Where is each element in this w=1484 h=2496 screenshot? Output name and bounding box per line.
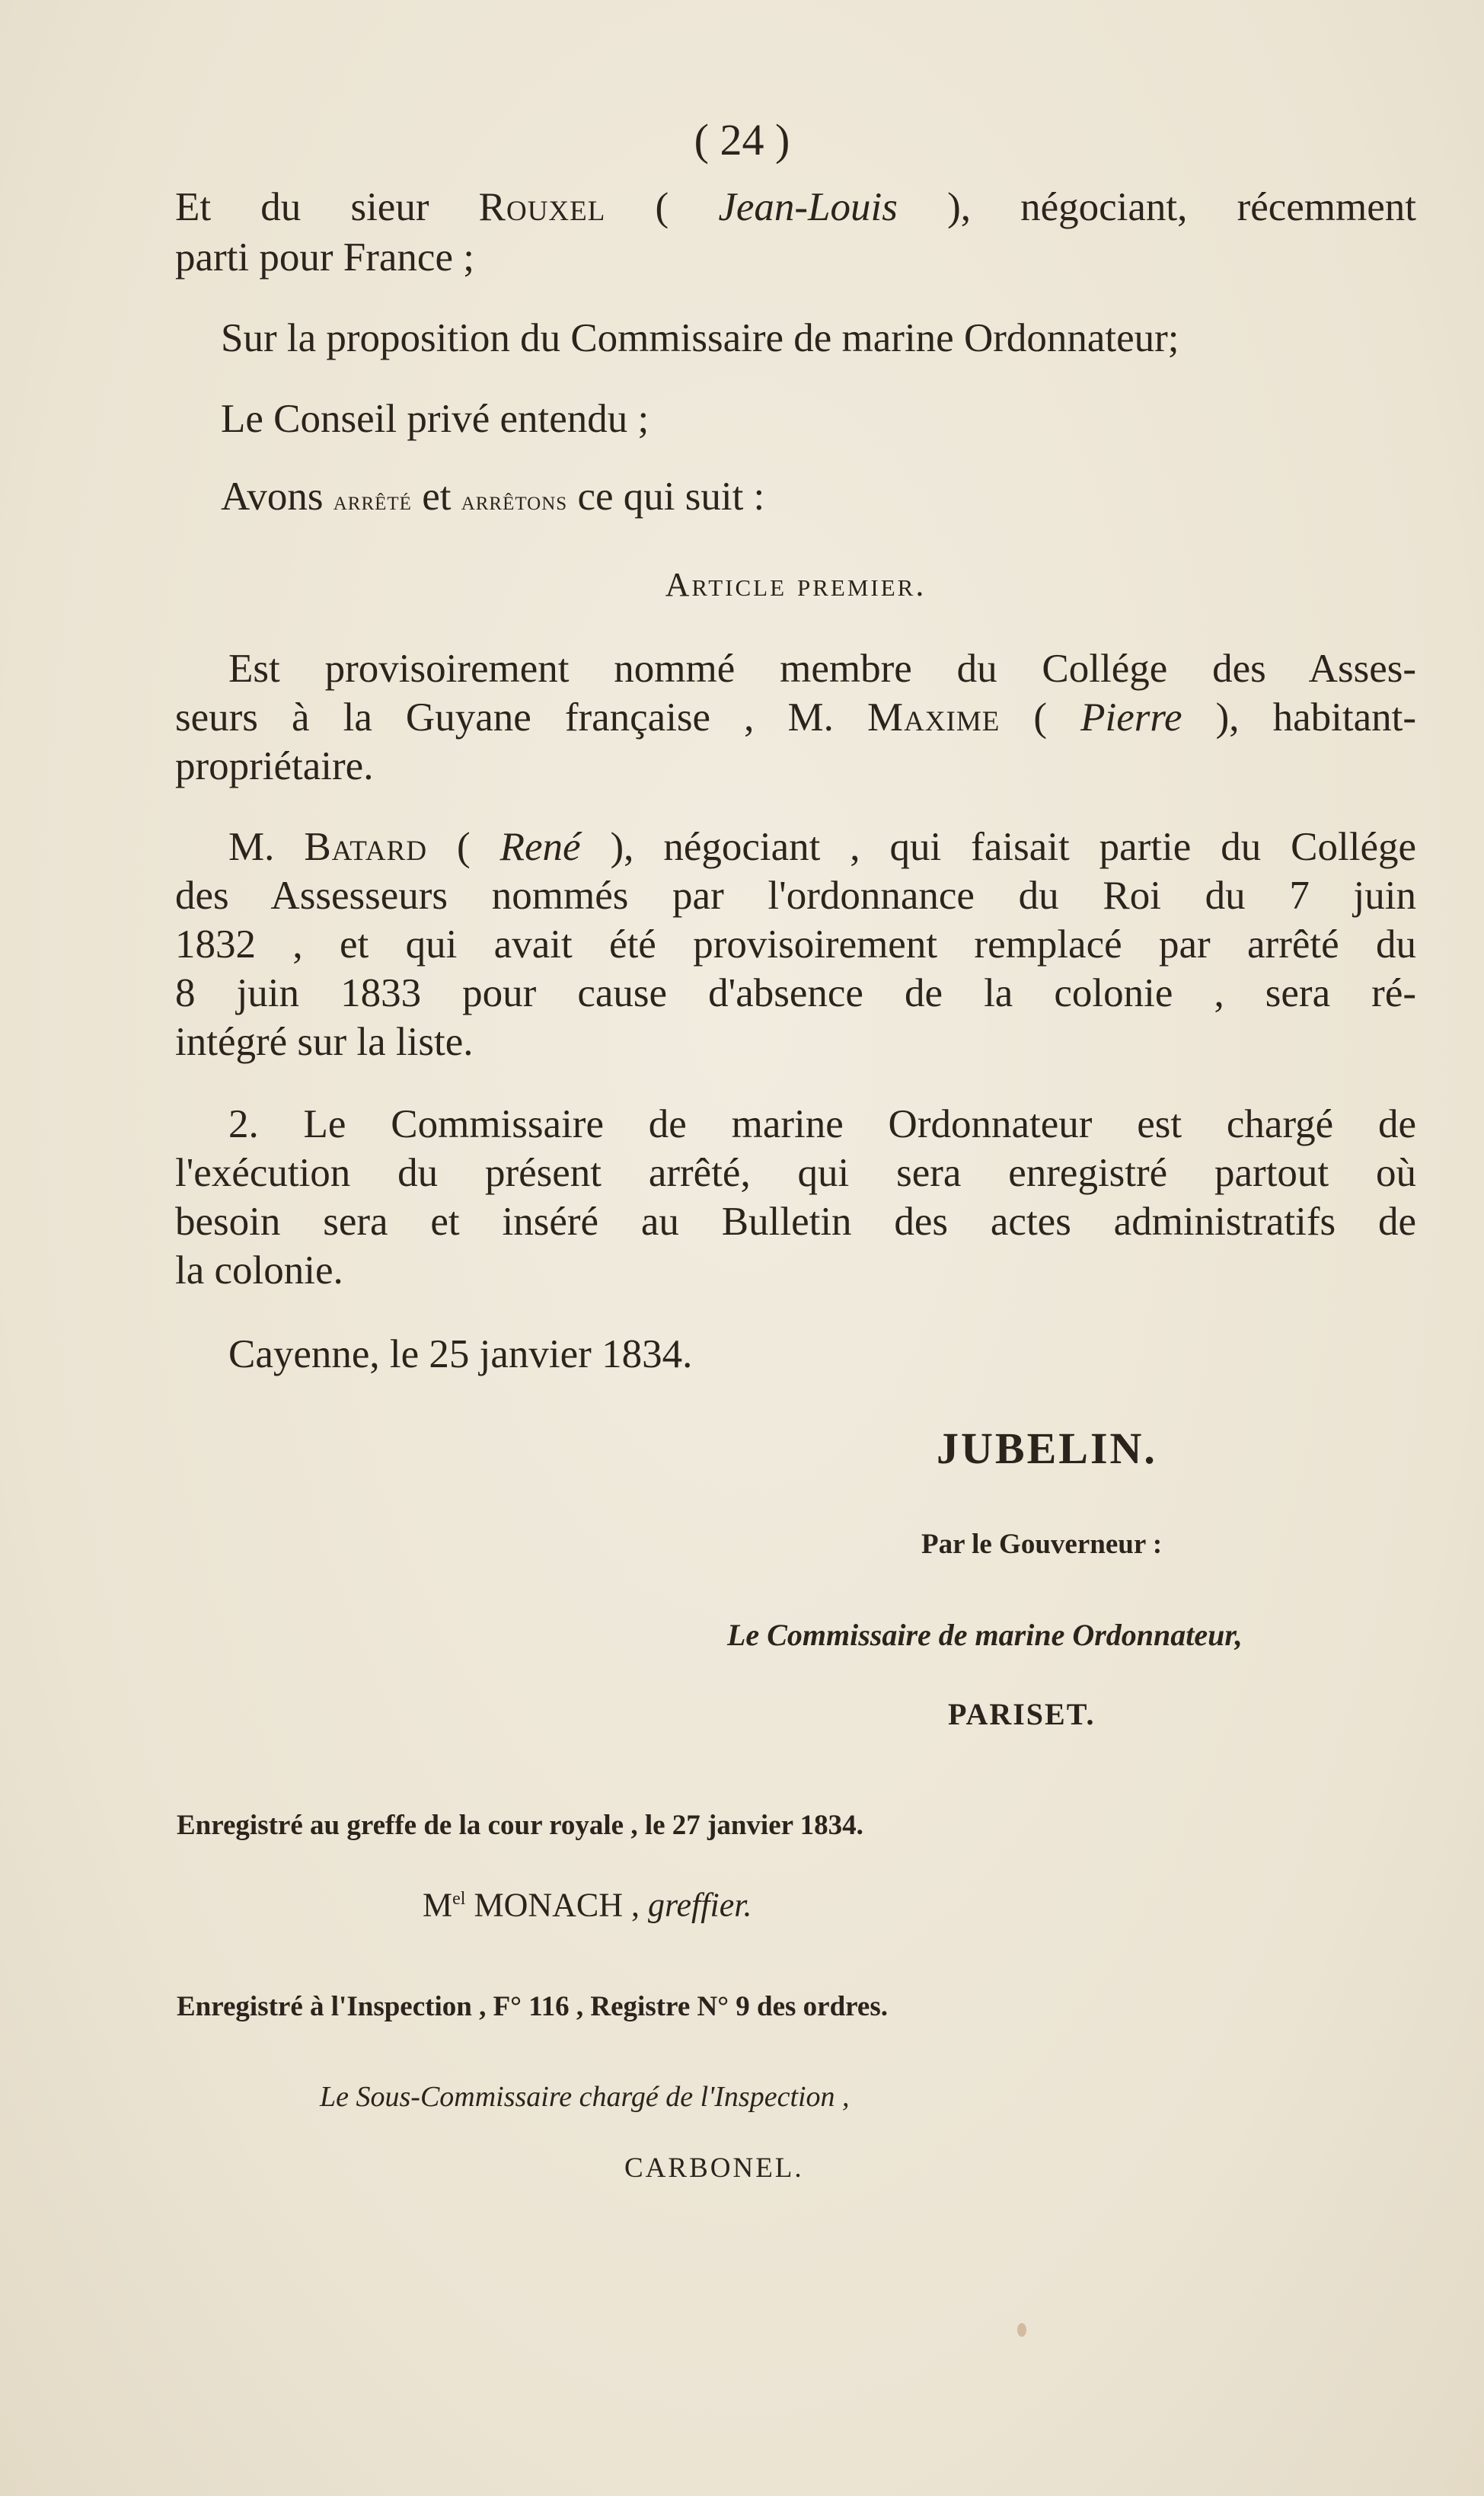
article-title: Article premier. bbox=[665, 566, 927, 603]
by-governor: Par le Gouverneur : bbox=[921, 1529, 1163, 1560]
p2-line-3: 1832 , et qui avait été provisoirement remplacé par arrêté du bbox=[175, 922, 1416, 967]
text-line-avons: Avons arrêté et arrêtons ce qui suit : bbox=[221, 475, 765, 519]
commissaire-title: Le Commissaire de marine Ordonnateur, bbox=[727, 1618, 1243, 1652]
name-rouxel: Rouxel bbox=[478, 185, 606, 229]
text-line-1: Et du sieur Rouxel ( Jean-Louis ), négociant, récemment bbox=[175, 185, 1416, 229]
p3-line-3: besoin sera et inséré au Bulletin des actes administratifs de bbox=[175, 1200, 1416, 1244]
page-number: ( 24 ) bbox=[694, 115, 790, 165]
signature-jubelin: JUBELIN. bbox=[937, 1424, 1157, 1473]
p2-line-1: M. Batard ( René ), négociant , qui faisait partie du Collége bbox=[228, 825, 1416, 869]
sous-commissaire-title: Le Sous-Commissaire chargé de l'Inspection , bbox=[320, 2081, 850, 2113]
signature-pariset: PARISET. bbox=[948, 1697, 1096, 1731]
p1-line-1: Est provisoirement nommé membre du Collége des Asses- bbox=[228, 647, 1416, 691]
registry-greffe: Enregistré au greffe de la cour royale , le 27 janvier 1834. bbox=[177, 1810, 863, 1841]
p3-line-2: l'exécution du présent arrêté, qui sera enregistré partout où bbox=[175, 1151, 1416, 1195]
p3-line-1: 2. Le Commissaire de marine Ordonnateur est chargé de bbox=[228, 1102, 1416, 1146]
registry-inspection: Enregistré à l'Inspection , F° 116 , Registre N° 9 des ordres. bbox=[177, 1991, 888, 2022]
p1-line-2: seurs à la Guyane française , M. Maxime ( Pierre ), habitant- bbox=[175, 695, 1417, 740]
p2-line-2: des Assesseurs nommés par l'ordonnance du Roi du 7 juin bbox=[175, 874, 1416, 918]
p1-line-3: propriétaire. bbox=[175, 744, 374, 788]
date-line: Cayenne, le 25 janvier 1834. bbox=[228, 1332, 693, 1376]
greffier-line: $M^{el}$ MONACH , greffier. bbox=[423, 1886, 752, 1924]
p2-line-5: intégré sur la liste. bbox=[175, 1020, 474, 1064]
p3-line-4: la colonie. bbox=[175, 1248, 343, 1293]
text-line-proposition: Sur la proposition du Commissaire de marine Ordonnateur; bbox=[221, 316, 1179, 360]
p2-line-4: 8 juin 1833 pour cause d'absence de la colonie , sera ré- bbox=[175, 971, 1416, 1015]
text-line-conseil: Le Conseil privé entendu ; bbox=[221, 397, 649, 441]
paper-blemish bbox=[1017, 2323, 1026, 2337]
text-line-2: parti pour France ; bbox=[175, 235, 474, 280]
signature-carbonel: CARBONEL. bbox=[624, 2152, 804, 2184]
